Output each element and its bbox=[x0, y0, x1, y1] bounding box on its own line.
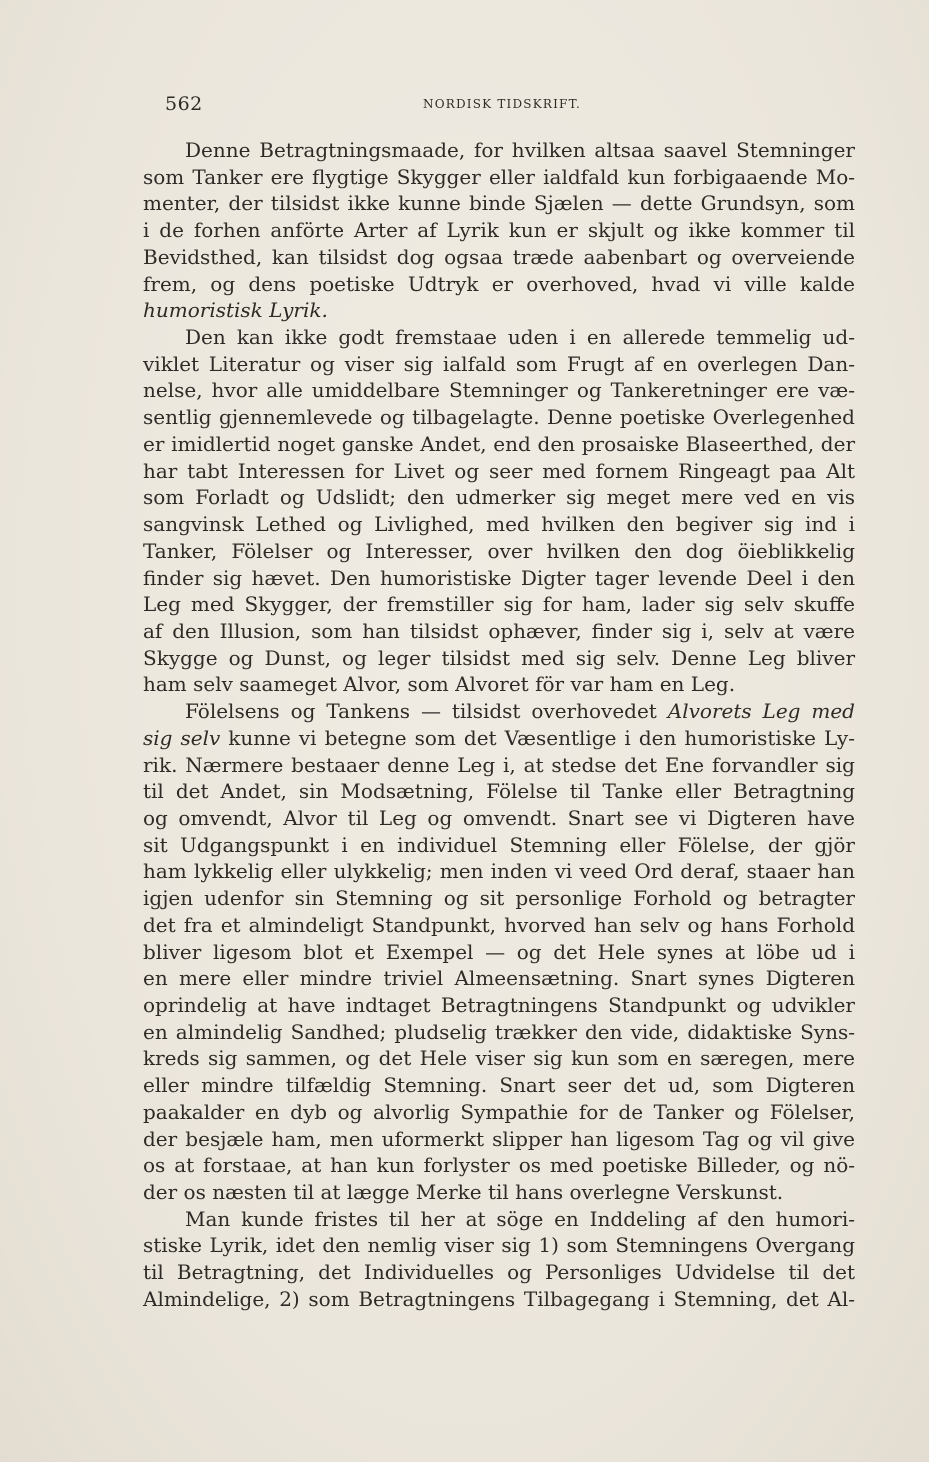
text-segment: nelse, hvor alle umiddelbare Stemninger og Tankeretninger ere væ- bbox=[143, 378, 855, 403]
text-segment: frem, og dens poetiske Udtryk er overhoved, hvad vi ville kalde bbox=[143, 271, 855, 296]
text-segment: en mere eller mindre triviel Almeensætning. Snart synes Digteren bbox=[143, 966, 855, 991]
text-line bbox=[143, 511, 855, 538]
text-line bbox=[143, 1019, 855, 1046]
text-segment: kunne vi betegne som det Væsentlige i den humoristiske Ly- bbox=[220, 725, 855, 750]
text-line bbox=[143, 1152, 855, 1179]
text-line bbox=[143, 1179, 855, 1206]
text-segment: Bevidsthed, kan tilsidst dog ogsaa træde aabenbart og overveiende bbox=[143, 244, 855, 269]
text-line bbox=[143, 778, 855, 805]
text-line bbox=[143, 965, 855, 992]
text-line bbox=[143, 324, 855, 351]
italic-text: humoristisk Lyrik. bbox=[143, 298, 328, 323]
text-line bbox=[143, 297, 855, 324]
body-text bbox=[143, 137, 855, 1313]
text-line bbox=[143, 190, 855, 217]
text-line bbox=[143, 484, 855, 511]
text-segment: af den Illusion, som han tilsidst ophæver, finder sig i, selv at være bbox=[143, 618, 855, 643]
text-segment: Fölelsens og Tankens — tilsidst overhovedet bbox=[185, 699, 668, 724]
text-line bbox=[143, 992, 855, 1019]
text-segment: finder sig hævet. Den humoristiske Digter tager levende Deel i den bbox=[143, 565, 855, 590]
text-line bbox=[143, 1232, 855, 1259]
text-line bbox=[143, 538, 855, 565]
text-line bbox=[143, 1072, 855, 1099]
text-line bbox=[143, 725, 855, 752]
text-line bbox=[143, 164, 855, 191]
text-segment: sangvinsk Lethed og Livlighed, med hvilken den begiver sig ind i bbox=[143, 512, 855, 537]
page-number: 562 bbox=[165, 93, 203, 115]
text-segment: til Betragtning, det Individuelles og Personliges Udvidelse til det bbox=[143, 1260, 855, 1285]
text-line bbox=[143, 351, 855, 378]
text-segment: ham lykkelig eller ulykkelig; men inden vi veed Ord deraf, staaer han bbox=[143, 859, 855, 884]
text-line bbox=[143, 752, 855, 779]
text-line bbox=[143, 671, 855, 698]
text-segment: Den kan ikke godt fremstaae uden i en allerede temmelig ud- bbox=[185, 325, 855, 350]
text-segment: bliver ligesom blot et Exempel — og det Hele synes at löbe ud i bbox=[143, 939, 855, 964]
text-segment: til det Andet, sin Modsætning, Fölelse til Tanke eller Betragtning bbox=[143, 779, 855, 804]
text-line bbox=[143, 565, 855, 592]
text-line bbox=[143, 1045, 855, 1072]
text-segment: en almindelig Sandhed; pludselig trækker den vide, didaktiske Syns- bbox=[143, 1019, 855, 1044]
text-line bbox=[143, 912, 855, 939]
text-line bbox=[143, 1286, 855, 1313]
text-segment: viklet Literatur og viser sig ialfald som Frugt af en overlegen Dan- bbox=[143, 351, 855, 376]
text-line bbox=[143, 271, 855, 298]
text-segment: Denne Betragtningsmaade, for hvilken altsaa saavel Stemninger bbox=[185, 138, 855, 162]
text-segment: det fra et almindeligt Standpunkt, hvorved han selv og hans Forhold bbox=[143, 912, 855, 937]
text-line bbox=[143, 1126, 855, 1153]
text-line bbox=[143, 1206, 855, 1233]
text-line bbox=[143, 458, 855, 485]
text-line bbox=[143, 618, 855, 645]
text-line bbox=[143, 885, 855, 912]
text-segment: der besjæle ham, men uformerkt slipper han ligesom Tag og vil give bbox=[143, 1126, 855, 1151]
text-line bbox=[143, 1099, 855, 1126]
text-line bbox=[143, 377, 855, 404]
text-segment: som Tanker ere flygtige Skygger eller ialdfald kun forbigaaende Mo- bbox=[143, 164, 855, 189]
text-segment: i de forhen anförte Arter af Lyrik kun er skjult og ikke kommer til bbox=[143, 218, 855, 243]
text-segment: ham selv saameget Alvor, som Alvoret för var ham en Leg. bbox=[143, 672, 736, 697]
italic-text: Alvorets Leg med bbox=[667, 699, 855, 724]
page-header bbox=[143, 93, 863, 115]
text-segment: sit Udgangspunkt i en individuel Stemning eller Fölelse, der gjör bbox=[143, 832, 855, 857]
text-segment: paakalder en dyb og alvorlig Sympathie for de Tanker og Fölelser, bbox=[143, 1099, 855, 1124]
text-segment: stiske Lyrik, idet den nemlig viser sig 1) som Stemningens Overgang bbox=[143, 1233, 855, 1258]
text-segment: menter, der tilsidst ikke kunne binde Sjælen — dette Grundsyn, som bbox=[143, 191, 855, 216]
text-segment: har tabt Interessen for Livet og seer med fornem Ringeagt paa Alt bbox=[143, 458, 855, 483]
text-line bbox=[143, 645, 855, 672]
text-segment: kreds sig sammen, og det Hele viser sig kun som en særegen, mere bbox=[143, 1046, 855, 1071]
text-line bbox=[143, 832, 855, 859]
text-segment: igjen udenfor sin Stemning og sit personlige Forhold og betragter bbox=[143, 886, 855, 911]
text-segment: oprindelig at have indtaget Betragtningens Standpunkt og udvikler bbox=[143, 993, 855, 1017]
text-segment: Man kunde fristes til her at söge en Inddeling af den humori- bbox=[185, 1206, 855, 1231]
text-line bbox=[143, 1259, 855, 1286]
text-segment: Tanker, Fölelser og Interesser, over hvilken den dog öieblikkelig bbox=[143, 538, 855, 563]
text-line bbox=[143, 858, 855, 885]
text-segment: eller mindre tilfældig Stemning. Snart seer det ud, som Digteren bbox=[143, 1073, 855, 1098]
text-line bbox=[143, 137, 855, 164]
text-segment: Almindelige, 2) som Betragtningens Tilbagegang i Stemning, det Al- bbox=[143, 1286, 855, 1311]
text-line bbox=[143, 244, 855, 271]
text-line bbox=[143, 698, 855, 725]
text-segment: rik. Nærmere bestaaer denne Leg i, at stedse det Ene forvandler sig bbox=[143, 752, 855, 777]
running-head: NORDISK TIDSKRIFT. bbox=[423, 97, 582, 111]
text-segment: os at forstaae, at han kun forlyster os med poetiske Billeder, og nö- bbox=[143, 1153, 855, 1178]
text-line bbox=[143, 805, 855, 832]
text-line bbox=[143, 404, 855, 431]
text-segment: sentlig gjennemlevede og tilbagelagte. Denne poetiske Overlegenhed bbox=[143, 405, 855, 430]
text-segment: Skygge og Dunst, og leger tilsidst med sig selv. Denne Leg bliver bbox=[143, 645, 855, 670]
text-line bbox=[143, 591, 855, 618]
text-segment: som Forladt og Udslidt; den udmerker sig meget mere ved en vis bbox=[143, 485, 855, 510]
text-segment: Leg med Skygger, der fremstiller sig for ham, lader sig selv skuffe bbox=[143, 592, 855, 617]
italic-text: sig selv bbox=[143, 725, 221, 750]
text-segment: der os næsten til at lægge Merke til hans overlegne Verskunst. bbox=[143, 1180, 784, 1205]
text-segment: er imidlertid noget ganske Andet, end den prosaiske Blaseerthed, der bbox=[143, 431, 855, 456]
text-line bbox=[143, 217, 855, 244]
text-line bbox=[143, 939, 855, 966]
text-segment: og omvendt, Alvor til Leg og omvendt. Snart see vi Digteren have bbox=[143, 805, 855, 830]
text-line bbox=[143, 431, 855, 458]
